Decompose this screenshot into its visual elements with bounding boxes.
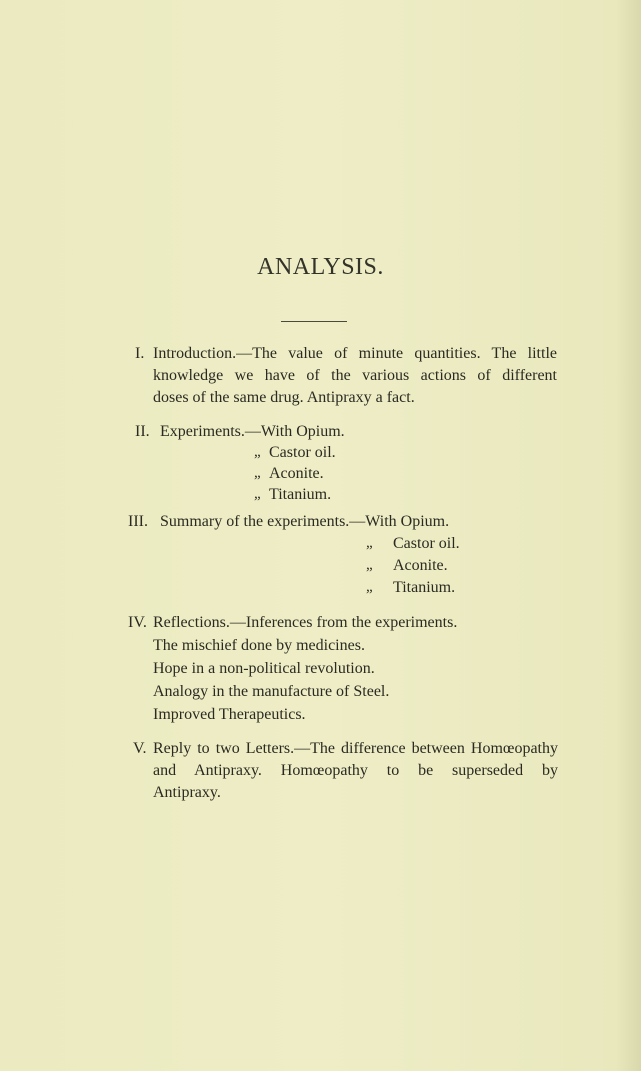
section-numeral: IV.: [128, 614, 147, 631]
section-line: Improved Therapeutics.: [153, 706, 306, 723]
ditto-mark: „: [366, 579, 373, 595]
section-line: Reflections.—Inferences from the experiments.: [153, 614, 458, 631]
section-line: Introduction.—The value of minute quantities. The little: [153, 345, 557, 362]
section-item: Aconite.: [269, 465, 324, 482]
section-line: doses of the same drug. Antipraxy a fact.: [153, 389, 415, 406]
section-item: Aconite.: [393, 557, 448, 574]
section-line: knowledge we have of the various actions of different: [153, 367, 557, 384]
section-item: Castor oil.: [393, 535, 460, 552]
section-numeral: V.: [133, 740, 147, 757]
ditto-mark: „: [366, 535, 373, 551]
section-line: Hope in a non-political revolution.: [153, 660, 375, 677]
ditto-mark: „: [254, 444, 261, 460]
title-rule: [281, 321, 347, 322]
section-numeral: III.: [128, 513, 148, 530]
section-line: Analogy in the manufacture of Steel.: [153, 683, 390, 700]
section-item: Titanium.: [269, 486, 332, 503]
section-numeral: II.: [135, 423, 150, 440]
section-numeral: I.: [135, 345, 145, 362]
section-line: The mischief done by medicines.: [153, 637, 365, 654]
section-line: Reply to two Letters.—The difference between Homœopathy: [153, 740, 558, 757]
section-line: and Antipraxy. Homœopathy to be superseded by: [153, 762, 558, 779]
section-lead: Summary of the experiments.—With Opium.: [160, 513, 450, 530]
page-title: ANALYSIS.: [257, 254, 384, 280]
ditto-mark: „: [254, 465, 261, 481]
section-item: Titanium.: [393, 579, 456, 596]
section-line: Antipraxy.: [153, 784, 221, 801]
section-lead: Experiments.—With Opium.: [160, 423, 345, 440]
section-item: Castor oil.: [269, 444, 336, 461]
ditto-mark: „: [366, 557, 373, 573]
ditto-mark: „: [254, 486, 261, 502]
